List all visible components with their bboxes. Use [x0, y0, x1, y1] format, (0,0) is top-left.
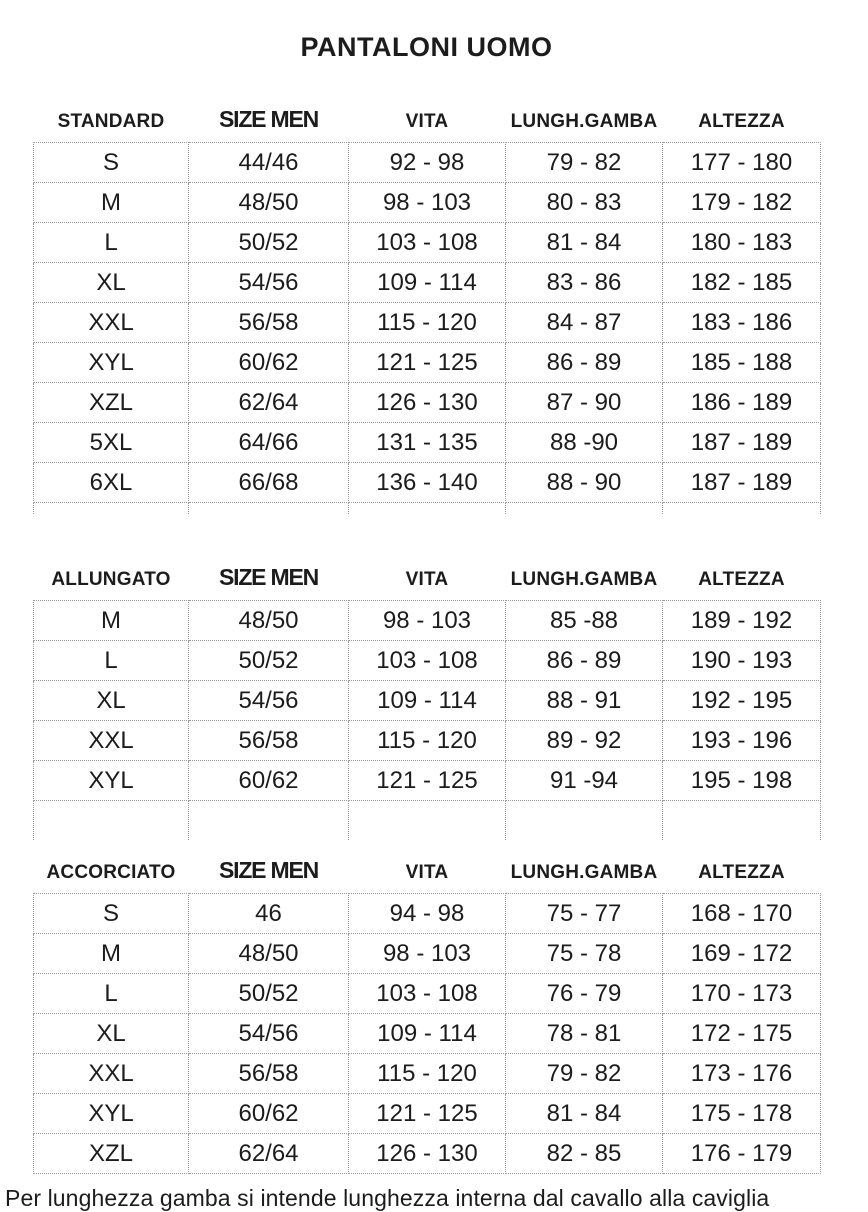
header-row: [34, 555, 821, 601]
table-cell: XXL: [34, 1054, 189, 1094]
table-cell: 6XL: [34, 463, 189, 503]
table-cell: 56/58: [189, 1054, 349, 1094]
table-cell: 83 - 86: [506, 263, 663, 303]
table-cell: 103 - 108: [349, 641, 506, 681]
table-cell: 48/50: [189, 183, 349, 223]
table-cell: XZL: [34, 383, 189, 423]
table-cell: 186 - 189: [663, 383, 821, 423]
column-header-vita: VITA: [405, 862, 449, 884]
table-cell: XXL: [34, 303, 189, 343]
table-row: [34, 263, 821, 303]
table-row: [34, 463, 821, 503]
table-cell: M: [34, 934, 189, 974]
empty-cell: [349, 801, 506, 841]
table-cell: 121 - 125: [349, 343, 506, 383]
open-empty-row: [34, 503, 821, 515]
empty-cell: [663, 801, 821, 841]
table-row: [34, 1134, 821, 1174]
table-cell: L: [34, 223, 189, 263]
table-cell: 54/56: [189, 263, 349, 303]
empty-cell: [663, 503, 821, 515]
table-cell: 44/46: [189, 143, 349, 183]
table-cell: 84 - 87: [506, 303, 663, 343]
table-cell: 46: [189, 894, 349, 934]
table-cell: 175 - 178: [663, 1094, 821, 1134]
table-cell: 54/56: [189, 681, 349, 721]
leg-length-footnote: Per lunghezza gamba si intende lunghezza interna dal cavallo alla caviglia: [5, 1185, 770, 1212]
table-cell: 98 - 103: [349, 934, 506, 974]
table-cell: 103 - 108: [349, 223, 506, 263]
table-cell: 187 - 189: [663, 463, 821, 503]
table-cell: 81 - 84: [506, 223, 663, 263]
table-cell: XL: [34, 263, 189, 303]
table-cell: 80 - 83: [506, 183, 663, 223]
column-header-fit-standard: STANDARD: [57, 111, 165, 133]
column-header-size-men: SIZE MEN: [218, 106, 319, 133]
table-cell: 92 - 98: [349, 143, 506, 183]
table-row: [34, 1094, 821, 1134]
table-cell: 179 - 182: [663, 183, 821, 223]
table-cell: 126 - 130: [349, 383, 506, 423]
page-title: PANTALONI UOMO: [300, 32, 553, 62]
table-cell: 50/52: [189, 974, 349, 1014]
table-cell: 60/62: [189, 761, 349, 801]
table-cell: 131 - 135: [349, 423, 506, 463]
table-row: [34, 1054, 821, 1094]
table-cell: 62/64: [189, 383, 349, 423]
table-cell: 103 - 108: [349, 974, 506, 1014]
table-cell: XL: [34, 1014, 189, 1054]
table-cell: 109 - 114: [349, 1014, 506, 1054]
size-table-allungato: [33, 555, 821, 840]
header-row: [34, 848, 821, 894]
table-row: [34, 681, 821, 721]
table-cell: 86 - 89: [506, 343, 663, 383]
column-header-vita: VITA: [405, 569, 449, 591]
column-header-lungh-gamba: LUNGH.GAMBA: [510, 862, 658, 884]
table-cell: 48/50: [189, 934, 349, 974]
table-cell: 121 - 125: [349, 761, 506, 801]
table-cell: M: [34, 601, 189, 641]
table-row: [34, 1014, 821, 1054]
table-cell: XYL: [34, 343, 189, 383]
table-cell: 193 - 196: [663, 721, 821, 761]
table-cell: 170 - 173: [663, 974, 821, 1014]
table-cell: XYL: [34, 1094, 189, 1134]
table-cell: 94 - 98: [349, 894, 506, 934]
table-row: [34, 974, 821, 1014]
table-cell: XXL: [34, 721, 189, 761]
table-cell: 5XL: [34, 423, 189, 463]
empty-cell: [189, 801, 349, 841]
table-cell: 136 - 140: [349, 463, 506, 503]
table-cell: 115 - 120: [349, 1054, 506, 1094]
table-cell: 62/64: [189, 1134, 349, 1174]
empty-cell: [34, 503, 189, 515]
table-cell: 109 - 114: [349, 263, 506, 303]
empty-cell: [349, 503, 506, 515]
header-row: [34, 97, 821, 143]
table-cell: 177 - 180: [663, 143, 821, 183]
table-cell: 88 - 90: [506, 463, 663, 503]
table-row: [34, 934, 821, 974]
column-header-size-men: SIZE MEN: [218, 564, 319, 591]
table-cell: 75 - 78: [506, 934, 663, 974]
table-row: [34, 721, 821, 761]
table-row: [34, 383, 821, 423]
table-row: [34, 641, 821, 681]
table-cell: 182 - 185: [663, 263, 821, 303]
table-cell: 126 - 130: [349, 1134, 506, 1174]
table-cell: S: [34, 894, 189, 934]
table-cell: 185 - 188: [663, 343, 821, 383]
table-cell: 183 - 186: [663, 303, 821, 343]
table-cell: 91 -94: [506, 761, 663, 801]
table-cell: 87 - 90: [506, 383, 663, 423]
column-header-size-men: SIZE MEN: [218, 857, 319, 884]
column-header-lungh-gamba: LUNGH.GAMBA: [510, 569, 658, 591]
table-cell: 187 - 189: [663, 423, 821, 463]
table-row: [34, 601, 821, 641]
table-cell: 60/62: [189, 343, 349, 383]
table-cell: 86 - 89: [506, 641, 663, 681]
table-cell: 82 - 85: [506, 1134, 663, 1174]
table-row: [34, 223, 821, 263]
table-cell: 79 - 82: [506, 1054, 663, 1094]
empty-cell: [506, 801, 663, 841]
table-cell: 79 - 82: [506, 143, 663, 183]
table-cell: M: [34, 183, 189, 223]
column-header-lungh-gamba: LUNGH.GAMBA: [510, 111, 658, 133]
table-cell: 189 - 192: [663, 601, 821, 641]
table-cell: 195 - 198: [663, 761, 821, 801]
table-cell: XYL: [34, 761, 189, 801]
table-cell: 192 - 195: [663, 681, 821, 721]
table-cell: 169 - 172: [663, 934, 821, 974]
table-cell: 48/50: [189, 601, 349, 641]
table-row: [34, 894, 821, 934]
table-row: [34, 143, 821, 183]
table-row: [34, 303, 821, 343]
table-cell: 88 -90: [506, 423, 663, 463]
table-cell: 66/68: [189, 463, 349, 503]
table-cell: 115 - 120: [349, 303, 506, 343]
table-cell: 50/52: [189, 223, 349, 263]
column-header-altezza: ALTEZZA: [698, 569, 785, 591]
table-cell: 109 - 114: [349, 681, 506, 721]
table-cell: L: [34, 641, 189, 681]
size-table-standard: [33, 97, 821, 514]
table-cell: 75 - 77: [506, 894, 663, 934]
table-row: [34, 423, 821, 463]
table-cell: 88 - 91: [506, 681, 663, 721]
column-header-vita: VITA: [405, 111, 449, 133]
column-header-altezza: ALTEZZA: [698, 111, 785, 133]
empty-cell: [506, 503, 663, 515]
table-cell: 78 - 81: [506, 1014, 663, 1054]
table-cell: 115 - 120: [349, 721, 506, 761]
table-cell: 81 - 84: [506, 1094, 663, 1134]
table-row: [34, 183, 821, 223]
column-header-fit-allungato: ALLUNGATO: [51, 569, 171, 591]
table-cell: 56/58: [189, 721, 349, 761]
table-cell: 176 - 179: [663, 1134, 821, 1174]
table-cell: 56/58: [189, 303, 349, 343]
table-row: [34, 343, 821, 383]
table-cell: 168 - 170: [663, 894, 821, 934]
table-cell: 98 - 103: [349, 183, 506, 223]
table-cell: S: [34, 143, 189, 183]
column-header-fit-accorciato: ACCORCIATO: [46, 862, 176, 884]
empty-cell: [34, 801, 189, 841]
empty-cell: [189, 503, 349, 515]
table-cell: 50/52: [189, 641, 349, 681]
table-cell: 89 - 92: [506, 721, 663, 761]
table-cell: 121 - 125: [349, 1094, 506, 1134]
table-cell: 173 - 176: [663, 1054, 821, 1094]
table-cell: 180 - 183: [663, 223, 821, 263]
table-cell: 85 -88: [506, 601, 663, 641]
size-table-accorciato: [33, 848, 821, 1174]
table-cell: 172 - 175: [663, 1014, 821, 1054]
table-cell: 98 - 103: [349, 601, 506, 641]
open-empty-row: [34, 801, 821, 841]
table-cell: 64/66: [189, 423, 349, 463]
table-cell: 76 - 79: [506, 974, 663, 1014]
table-cell: 190 - 193: [663, 641, 821, 681]
table-cell: XZL: [34, 1134, 189, 1174]
table-cell: L: [34, 974, 189, 1014]
table-row: [34, 761, 821, 801]
table-cell: XL: [34, 681, 189, 721]
table-cell: 60/62: [189, 1094, 349, 1134]
table-cell: 54/56: [189, 1014, 349, 1054]
column-header-altezza: ALTEZZA: [698, 862, 785, 884]
